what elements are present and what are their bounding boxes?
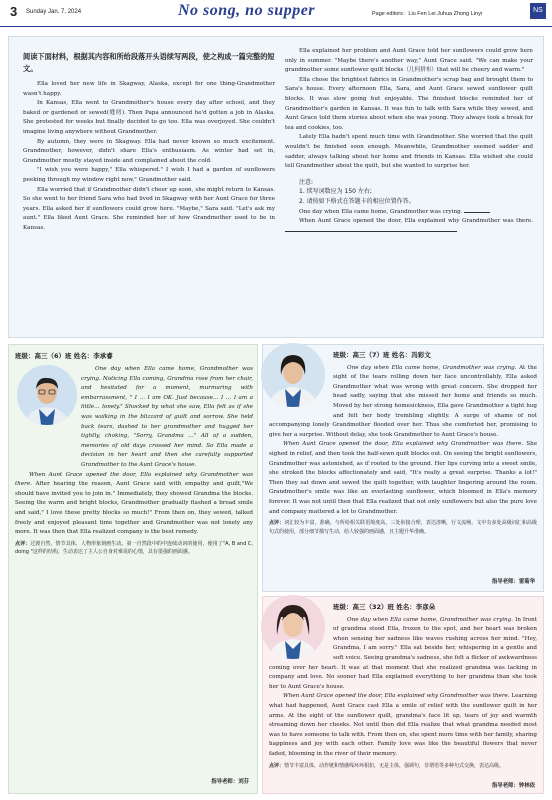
essay-paragraph-1: One day when Ella came home, Grandmother was crying. At the sight of the tears rolling down her face uncontrollably, Ella asked Grandmother what was wrong with great concern. She dropped her head sadly, saying that she missed her home and friends so much. Moved by her strong homesickness, Ella gave Grandmother a tight hug and felt her body trembling slightly. A surge of shame of not accompanying lonely Grandmother flooded over her. Thus she comforted her, promising to give her a surprise. Without delay, she took Grandmother to Aunt Grace's house. (269, 364, 537, 438)
prompt-notes (285, 178, 533, 207)
opening-phrase: One day when Ella came home, Grandmother was crying. (347, 364, 517, 371)
note-item: 2. 请按如下格式在答题卡的相应位置作答。 (299, 197, 415, 205)
student-label: 班级：高三（7）班 姓名：冯彩文 (333, 351, 431, 359)
teacher-comment: 点评：词汇较为丰富，准确。与所给相关联语境度高，三处衔接合理，表达清晰，行文流畅，文中有多处高级词汇和高级句式的使用，部分细节描写生动，给人较强的画面感，且主题升华准确。 (269, 520, 537, 535)
writing-prompt (8, 36, 544, 338)
notes-title: 注意: (299, 178, 314, 186)
essay-body (269, 603, 537, 770)
essay-paragraph-1: One day when Ella came home, Grandmother was crying. In front of grandma stood Ella, frozen to the spot, and her heart was broken when sensing her sadness like waves rushing across her mind. "Hey, Grandma, I am sorry." Ella sat beside her, whispering in a gentle and soft voice. Seeing grandma's sadness, she felt a flicker of awkwardness coming over her heart. It was at that moment that she realized grandma was lacking in company and love. No sooner had Ella explained everything to her grandma than she took her to Aunt Grace's house. (269, 616, 537, 690)
student-essay-1 (8, 344, 258, 794)
student-label: 班级：高三（32）班 姓名：李彦朵 (333, 603, 436, 611)
answer-lines (285, 208, 533, 237)
prompt-right-column (285, 47, 533, 236)
prompt-paragraph: In Kansas, Ella went to Grandmother's house every day after school, and they baked or gardened or sewed(缝纫). Then Papa announced he'd gotten a job in Alaska. She protested for weeks but finally decided to go too. Ella was overjoyed. She couldn't imagine living anywhere without Grandmother. (23, 100, 275, 135)
prompt-paragraph: Ella explained her problem and Aunt Grace told her sunflowers could grow here only in summer. "Maybe there's another way," Aunt Grace said. "We can make your grandmother some sunflower quilt blocks（几何拼布）that will be cheery and warm." (285, 48, 533, 74)
teacher-name: 指导老师：雷菊华 (491, 579, 535, 585)
prompt-paragraph: By autumn, they were in Skagway. Ella had never known so much excitement. Grandmother, however, didn't share Ella's enthusiasm. As winter had set in, Grandmother mostly stayed inside and complained about the cold. (23, 138, 275, 164)
essay-paragraph-2: When Aunt Grace opened the door, Ella explained why Grandmother was there. She sighed in relief, and then took the half-sewn quilt blocks out. On seeing the bright sunflowers, Grandmother was astonished, as if rooted to the ground. Her lips curving into a sweet smile, she stroked the blocks affectionately and said, "It's really a great surprise. Thanks a lot!" Then they sat down and sewed the quilt together, with laughter lingering around the room. Grandmother's smile was like an everlasting sunflower, which bloomed in Ella's memory forever. It was not until then that Ella realized that not only sunflowers but also the pure love and company mattered a lot to Grandmother. (269, 441, 538, 515)
essay-paragraph-2: When Aunt Grace opened the door, Ella explained why Grandmother was there. Learning what had happened, Aunt Grace cast Ella a smile of relief with the sunflower quilt in her arms. At the sight of the sunflower quilt, grandma's face lit up, tears of joy and warmth streaming down her cheeks. Not until then did Ella realize that what grandma needed most was to have someone to talk with. From then on, she spent more time with her family, sharing happiness and joy with each other. Family love was like the beautiful flowers that never faded, blooming in the river of their memory. (269, 693, 537, 757)
teacher-comment: 点评：过渡自然，情节具体，人物形象刻画生动。第一自然段中的中连续动词的使用，使用了"A, B and C, doing "这样的结构，生动表达了主人公自身对难说的心情，具有很强的画面感。 (15, 540, 253, 556)
prompt-instruction: 阅读下面材料，根据其内容和所给段落开头语续写两段，使之构成一篇完整的短文。 (23, 52, 275, 73)
prompt-text-left (23, 80, 275, 234)
page-header (0, 0, 552, 27)
masthead-title: No song, no supper (178, 2, 316, 19)
opening-phrase: When Aunt Grace opened the door, Ella explained why Grandmother was there. (15, 471, 253, 488)
essay-paragraph-1: One day when Ella came home, Grandmother was crying. Noticing Ella coming, Grandma rose from her chair, and hesitated for a moment, murmuring with embarrassment, " I … I am OK. Just because… I … I am a little… lonely." Shocked by what she saw, Ella felt as if she was walking in the blizzard of guilt and sorrow. She held back tears, dashed to her grandmother and hugged her tightly, choking, "Sorry, Grandma …" All of a sudden, memories of old days crossed her mind. So Ella made a decision in her heart and then she carefully supported Grandmother to the Aunt Grace's house. (81, 366, 253, 468)
teacher-comment: 点评：情节丰富具体，动作链和情感线环环相扣，无是主体，强调句，非谓语等多种句式交换，表达高级。 (269, 762, 505, 769)
page-number: 3 (10, 4, 18, 19)
page-editors: Page editors：Liu Fen Lei Juhua Zhong Linyi (372, 11, 483, 17)
essay-paragraph-2: When Aunt Grace opened the door, Ella explained why Grandmother was there. After hearing the reason, Aunt Grace said with empathy and guilt,"We should have invited you to join in." Immediately, they showed Grandma the blocks. Seeing the warm and bright blocks, Grandmother gradually flashed a broad smile and said," I love these pretty blocks so much!" From then on, they sewed, talked freely and enjoyed pleasant time together and Grandmother was not lonely any more. It was then that Ella realized company is the best remedy. (15, 471, 253, 536)
teacher-name: 指导老师：刘芬 (211, 779, 249, 785)
prompt-paragraph: Ella loved her new life in Skagway, Alaska, except for one thing-Grandmother wasn't happy. (23, 81, 275, 97)
essay-body (15, 365, 253, 557)
opening-line-2: When Aunt Grace opened the door, Ella explained why Grandmother was there. (285, 217, 533, 236)
prompt-paragraph: Lately Ella hadn't spent much time with Grandmother. She worried that the quilt wouldn't be finished soon enough. Meanwhile, Grandmother seemed sadder and sadder, always talking about her home and friends in Kansas. Ella wished she could tell Grandmother about the quilt, but she wanted to surprise her. (285, 134, 533, 170)
teacher-name: 指导老师：钟林依 (491, 783, 535, 789)
school-logo: NS (530, 3, 546, 19)
essay-body (269, 351, 537, 536)
opening-phrase: When Aunt Grace opened the door, Ella explained why Grandmother was there. (283, 441, 524, 448)
prompt-paragraph: "I wish you were happy," Ella whispered." I wish I had a garden of sunflowers peeking through my window right now," Grandmother said. (23, 167, 275, 183)
prompt-text-right (285, 47, 533, 172)
note-item: 1. 续写词数应为 150 左右; (299, 188, 372, 196)
prompt-paragraph: Ella chose the brightest fabrics in Grandmother's scrap bag and brought them to Sara's house. Every afternoon Ella, Sara, and Aunt Grace sewed sunflower quilt blocks. It was slow going but enjoyable. The finished blocks reminded her of Grandmother's garden in Kansas. It was fun to talk with Sara while they sewed, and Aunt Grace told them stories about when she was young. They always took a break for tea and cookies, too. (285, 76, 533, 131)
issue-date: Sunday Jan. 7, 2024 (26, 9, 82, 15)
opening-phrase: When Aunt Grace opened the door, Ella explained why Grandmother was there. (283, 693, 510, 700)
student-essay-3 (262, 596, 544, 794)
student-essay-2 (262, 344, 544, 592)
opening-line-1: One day when Ella came home, Grandmother was crying. (285, 208, 533, 218)
prompt-left-column (23, 51, 275, 234)
prompt-paragraph: Ella worried that if Grandmother didn't cheer up soon, she might return to Kansas. So she went to her friend Sara who had lived in Skagway with her Aunt Grace for three years. Ella asked her if sunflowers could grow here. "Maybe," Sara said. "Let's ask my aunt." Ella liked Aunt Grace. She reminded her of how Grandmother used to be in Kansas. (23, 186, 275, 231)
opening-phrase: One day when Ella came home, Grandmother was crying. (81, 366, 253, 382)
opening-phrase: One day when Ella came home, Grandmother was crying. (347, 616, 513, 623)
student-label: 班级：高三（6）班 姓名：李承睿 (15, 352, 113, 360)
